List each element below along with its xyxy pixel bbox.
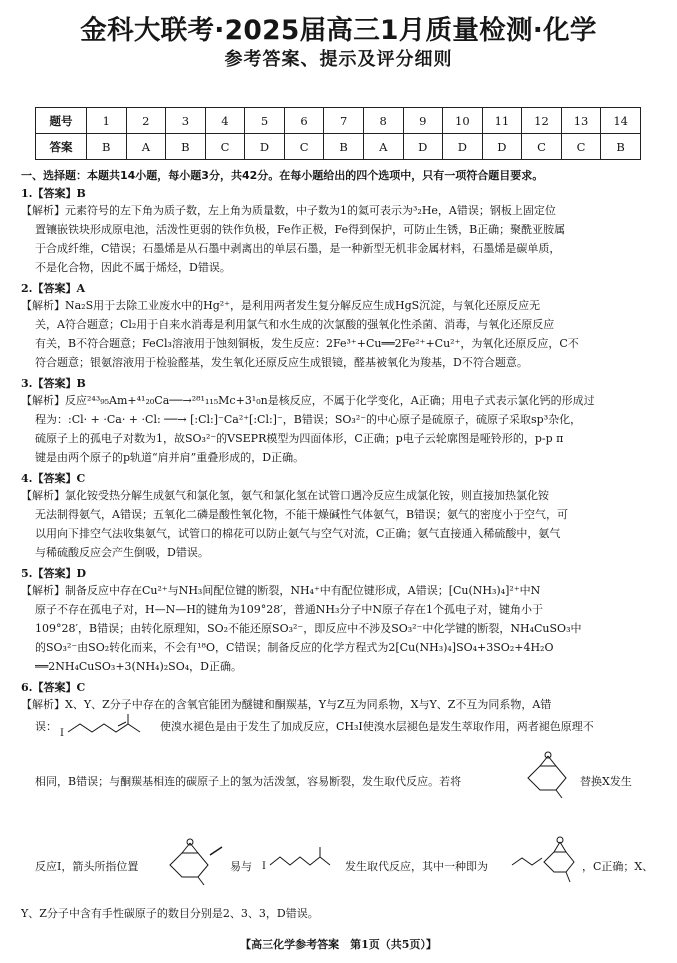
analysis-line: 程为：:Cl· + ·Ca· + ·Cl: ──→ [:Cl:]⁻Ca²⁺[:Cl:]⁻，B错误；SO₃²⁻的中心原子是硫原子，硫原子采取sp³杂化，	[35, 413, 582, 426]
analysis-line: 以用向下排空气法收集氨气，试管口的棉花可以防止氨气与空气对流，C正确；氨气直接通入稀硫酸中，氨气	[35, 527, 561, 540]
iodine-atom-label: I	[60, 728, 64, 739]
question-number: 12	[522, 108, 562, 134]
question-number: 6	[284, 108, 324, 134]
analysis-line: 替换X发生	[580, 775, 632, 788]
question-number: 4	[205, 108, 245, 134]
table-header-cell: 题号	[36, 108, 87, 134]
question-number: 5	[245, 108, 285, 134]
analysis-line: 不是化合物，因此不属于烯烃，D错误。	[35, 261, 231, 274]
answer-cell: D	[482, 134, 522, 160]
question-number: 9	[403, 108, 443, 134]
answer-cell: C	[522, 134, 562, 160]
analysis-line: 符合题意；银氨溶液用于检验醛基，发生氧化还原反应生成银镜，醛基被氧化为羧基，D不符合题意。	[35, 356, 528, 369]
answer-heading: 6.【答案】C	[21, 681, 86, 694]
answer-cell: D	[403, 134, 443, 160]
table-row	[36, 108, 641, 134]
analysis-line: 【解析】氯化铵受热分解生成氨气和氯化氢，氨气和氯化氢在试管口遇冷反应生成氯化铵，则直接加热氯化铵	[21, 489, 549, 502]
answer-heading: 2.【答案】A	[21, 282, 86, 295]
analysis-line: 置镶嵌铁块形成原电池，活泼性更弱的铁作负极，Fe作正极，Fe得到保护，可防止生锈，B正确；聚酰亚胺属	[35, 223, 566, 236]
answer-cell: B	[324, 134, 364, 160]
analysis-line: 易与	[230, 860, 252, 873]
table-row	[36, 134, 641, 160]
answer-cell: A	[363, 134, 403, 160]
analysis-line: ══2NH₄CuSO₃+3(NH₄)₂SO₄，D正确。	[35, 660, 242, 673]
analysis-line: 【解析】Na₂S用于去除工业废水中的Hg²⁺，是利用两者发生复分解反应生成HgS沉淀，与氧化还原反应无	[21, 299, 541, 312]
analysis-line: 与稀硫酸反应会产生倒吸，D错误。	[35, 546, 209, 559]
answer-heading: 4.【答案】C	[21, 472, 86, 485]
analysis-line: 109°28′，B错误；由转化原理知，SO₂不能还原SO₃²⁻，即反应中不涉及SO₃²⁻中化学键的断裂，NH₄CuSO₃中	[35, 622, 582, 635]
analysis-line: 【解析】X、Y、Z分子中存在的含氧官能团为醚键和酮羰基，Y与Z互为同系物，X与Y、Z不互为同系物，A错	[21, 698, 552, 711]
answer-cell: B	[601, 134, 641, 160]
page-title: 金科大联考·2025届高三1月质量检测·化学	[80, 15, 597, 46]
analysis-line: 【解析】制备反应中存在Cu²⁺与NH₃间配位键的断裂，NH₄⁺中有配位键形成，A错误；[Cu(NH₃)₄]²⁺中N	[21, 584, 541, 597]
analysis-line: Y、Z分子中含有手性碳原子的数目分别是2、3、3，D错误。	[21, 907, 319, 920]
analysis-line: 有关，B不符合题意；FeCl₃溶液用于蚀刻铜板，发生反应：2Fe³⁺+Cu══2Fe²⁺+Cu²⁺，为氧化还原反应，C不	[35, 337, 579, 350]
analysis-line: 发生取代反应，其中一种即为	[345, 860, 488, 873]
structure-iodide-chain	[60, 712, 155, 742]
question-number: 11	[482, 108, 522, 134]
question-number: 10	[443, 108, 483, 134]
section-heading: 一、选择题：本题共14小题，每小题3分，共42分。在每小题给出的四个选项中，只有一项符合题目要求。	[21, 169, 544, 182]
analysis-line: 键是由两个原子的p轨道“肩并肩”重叠形成的，D正确。	[35, 451, 305, 464]
answer-heading: 1.【答案】B	[21, 187, 86, 200]
answer-cell: A	[126, 134, 166, 160]
analysis-line: 【解析】反应²⁴³₉₅Am+⁴¹₂₀Ca──→²⁸¹₁₁₅Mc+3¹₀n是核反应，不属于化学变化，A正确；用电子式表示氯化钙的形成过	[21, 394, 595, 407]
analysis-line: 【解析】元素符号的左下角为质子数，左上角为质量数，中子数为1的氦可表示为³₂He，A错误；钢板上固定位	[21, 204, 556, 217]
analysis-line: 原子不存在孤电子对，H—N—H的键角为109°28′，普通NH₃分子中N原子存在1个孤电子对，键角小于	[35, 603, 544, 616]
analysis-line: 于合成纤维，C错误；石墨烯是从石墨中剥离出的单层石墨，是一种新型无机非金属材料，石墨烯是碳单质，	[35, 242, 561, 255]
analysis-line: 相同，B错误；与酮羰基相连的碳原子上的氢为活泼氢，容易断裂，发生取代反应。若将	[35, 775, 462, 788]
question-number: 2	[126, 108, 166, 134]
analysis-line: 关，A符合题意；Cl₂用于自来水消毒是利用氯气和水生成的次氯酸的强氧化性杀菌、消毒，与氧化还原反应	[35, 318, 555, 331]
question-number: 1	[87, 108, 127, 134]
answer-table	[35, 107, 641, 160]
analysis-line: 无法制得氨气，A错误；五氧化二磷是酸性氧化物，不能干燥碱性气体氨气，B错误；氨气的密度小于空气，可	[35, 508, 569, 521]
question-number: 7	[324, 108, 364, 134]
answer-cell: D	[245, 134, 285, 160]
structure-bicyclic-ketone	[520, 750, 575, 800]
answer-cell: B	[87, 134, 127, 160]
page-footer: 【高三化学参考答案 第1页（共5页）】	[240, 938, 437, 951]
arrow-indicator-icon	[210, 847, 222, 855]
page-subtitle: 参考答案、提示及评分细则	[224, 49, 453, 70]
answer-cell: D	[443, 134, 483, 160]
answer-cell: B	[166, 134, 206, 160]
structure-product	[510, 830, 580, 890]
analysis-fragment: 误：	[35, 720, 57, 733]
iodine-atom-label: I	[262, 861, 266, 872]
analysis-line: ，C正确；X、	[582, 860, 654, 873]
question-number: 13	[561, 108, 601, 134]
analysis-line: 的SO₃²⁻由SO₂转化而来，不会有¹⁸O，C错误；制备反应的化学方程式为2[Cu(NH₃)₄]SO₄+3SO₂+4H₂O	[35, 641, 554, 654]
analysis-line: 硫原子上的孤电子对数为1，故SO₃²⁻的VSEPR模型为四面体形，C正确；p电子云轮廓图是哑铃形的，p-p π	[35, 432, 564, 445]
answer-cell: C	[284, 134, 324, 160]
answer-cell: C	[205, 134, 245, 160]
answer-cell: C	[561, 134, 601, 160]
structure-arrow-ketone	[160, 835, 225, 890]
question-number: 14	[601, 108, 641, 134]
answer-heading: 3.【答案】B	[21, 377, 86, 390]
analysis-line: 反应Ⅰ，箭头所指位置	[35, 860, 139, 873]
structure-iodide-chain-2	[262, 845, 342, 875]
question-number: 3	[166, 108, 206, 134]
answer-heading: 5.【答案】D	[21, 567, 87, 580]
question-number: 8	[363, 108, 403, 134]
analysis-line: 使溴水褪色是由于发生了加成反应，CH₃I使溴水层褪色是发生萃取作用，两者褪色原理不	[160, 720, 594, 733]
table-header-cell: 答案	[36, 134, 87, 160]
